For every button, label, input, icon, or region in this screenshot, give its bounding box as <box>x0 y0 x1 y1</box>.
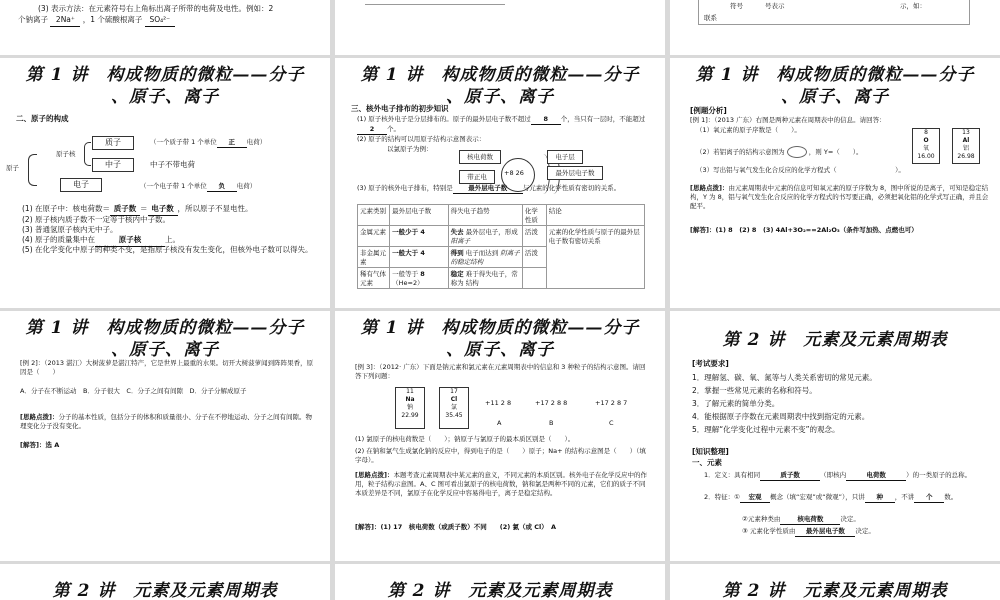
example-prompt: [例 1]：（2013 广东）右图是两种元素在周期表中的信息。请回答： <box>690 116 886 124</box>
table-cell: 失去 最外层电子，形成 阳离子 <box>448 226 522 247</box>
section-heading: [例题分析] <box>690 106 727 115</box>
table-cell: 符号 <box>730 2 743 10</box>
definition: 1．定义：具有相同 质子数 （即核内 电荷数 ）的一类原子的总称。 <box>704 471 972 479</box>
electron-box: 电子 <box>60 178 102 192</box>
table-cell: 示，如： <box>900 2 926 10</box>
hint: [思路点拨]：本题考查元素周期表中某元素的意义，不同元素的本质区别。核外电子在化学反应中的作用，粒子结构示意图。A、C 图可看出氯原子的核电荷数，钠和氯是两种不同的元素，它们的质子不同本质差异是不同，氯原子在化学反应中容易得电子，离子是稳定结构。 <box>355 471 647 497</box>
table-cell: 一般大于 4 <box>390 247 448 268</box>
brace <box>84 142 91 166</box>
point-5: (5) 在化学变化中原子的种类不变，是指原子核没有发生变化，但核外电子数可以得失。 <box>22 245 313 254</box>
answer-options: A．分子在不断运动 B．分子很大 C．分子之间有间隙 D．分子分解成原子 <box>20 387 247 395</box>
list-item: 1．理解氢、碳、氧、氮等与人类关系密切的常见元素。 <box>692 373 877 382</box>
ion-diagram <box>787 146 807 158</box>
slide-title: 第 2 讲 元素及元素周期表 <box>722 581 948 600</box>
table-edge <box>365 0 505 5</box>
table-cell: 元素的化学性质与原子的最外层电子数有密切关系 <box>546 226 644 289</box>
question: （3）写出铝与氧气发生化合反应的化学方程式（ ）。 <box>696 166 905 174</box>
feature-2: ②元素种类由 核电荷数 决定。 <box>742 515 860 523</box>
list-item: 3．了解元素的简单分类。 <box>692 399 780 408</box>
slide-top-middle <box>335 0 665 55</box>
slide-example-3 <box>335 311 665 561</box>
point-3: (3) 普通氢原子核内无中子。 <box>22 225 118 234</box>
element-table <box>357 204 645 289</box>
slide-example-1 <box>670 58 1000 308</box>
diagram-label: B <box>549 419 554 427</box>
section-heading: [知识整理] <box>692 447 729 456</box>
answer: [解答]：(1) 8 (2) 8 (3) 4Al+3O₂==2Al₂O₃（条件写加热、点燃也可） <box>690 226 918 234</box>
label-nuclear-charge: 核电荷数 <box>459 150 501 164</box>
slide-bottom-middle <box>335 564 665 600</box>
slide-title: 第 1 讲 构成物质的微粒——分子 <box>360 65 640 85</box>
point-1: (1) 在原子中：核电荷数＝ 质子数 ＝ 电子数 ，所以原子不显电性。 <box>22 204 322 216</box>
ion-diagram-b: +17 2 8 8 <box>535 399 568 407</box>
neutron-note: 中子不带电荷 <box>150 160 195 169</box>
slide-top-right <box>670 0 1000 55</box>
table-header: 化学性质 <box>522 205 546 226</box>
table-cell: 一般少于 4 <box>390 226 448 247</box>
table-header: 最外层电子数 <box>390 205 448 226</box>
slide-atom-structure <box>0 58 330 308</box>
hint: [思路点拨]：分子的基本性质，包括分子的体积和质量很小、分子在不停地运动、分子之间有间隙。物理变化分子没有变化。 <box>20 413 312 430</box>
slide-example-2 <box>0 311 330 561</box>
slide-subtitle: 、原子、离子 <box>111 340 219 360</box>
label-outer-electrons: 最外层电子数 <box>547 166 603 180</box>
answer: [解答]：选 A <box>20 441 60 449</box>
slide-subtitle: 、原子、离子 <box>781 87 889 107</box>
slide-title: 第 2 讲 元素及元素周期表 <box>52 581 278 600</box>
point-2: (2) 原子核内质子数不一定等于核内中子数。 <box>22 215 171 224</box>
rule-1: (1) 原子核外电子是分层排布的。原子的最外层电子数不超过 8 个，当只有一层时，不能超过2 个。 <box>357 115 646 133</box>
text-line: 个钠离子 2Na⁺ ，1 个硫酸根离子 SO₄²⁻ <box>18 15 318 27</box>
table-cell: 得到 电子而达到 阴离子的稳定结构 <box>448 247 522 268</box>
slide-bottom-right <box>670 564 1000 600</box>
slide-bottom-left <box>0 564 330 600</box>
table-row <box>358 226 645 247</box>
question: (1) 氯原子的核电荷数是（ ）；钠原子与氯原子的最本质区别是（ ）。 <box>355 435 575 443</box>
section-heading: [考试要求] <box>692 359 729 368</box>
table-cell: 号表示 <box>765 2 785 10</box>
element-card-oxygen: 8 O 氧 16.00 <box>912 128 940 164</box>
question: (2) 在钠和氯气生成氯化钠的反应中，得到电子的是（ ）原子；Na+ 的结构示意图是（ ）（填字母）。 <box>355 447 646 464</box>
slide-title: 第 1 讲 构成物质的微粒——分子 <box>25 65 305 85</box>
table-header: 结论 <box>546 205 644 226</box>
table-cell: 一般等于 8 （He=2） <box>390 268 448 289</box>
slide-subtitle: 、原子、离子 <box>111 87 219 107</box>
example-label: 以氯原子为例： <box>387 145 433 153</box>
list-item: 4．能根据原子序数在元素周期表中找到指定的元素。 <box>692 412 870 421</box>
ion-diagram-a: +11 2 8 <box>485 399 512 407</box>
table-header-row <box>358 205 645 226</box>
electron-note: （一个电子带 1 个单位 负 电荷） <box>140 182 257 190</box>
table-cell: 金属元素 <box>358 226 390 247</box>
list-item: 5．理解“化学变化过程中元素不变”的观念。 <box>692 425 840 434</box>
question: （2）若铝离子的结构示意图为 ，则 Y=（ ）。 <box>696 148 863 156</box>
rule-2: (2) 原子的结构可以用原子结构示意图表示： <box>357 135 486 143</box>
diagram-label: A <box>497 419 502 427</box>
table-cell <box>522 268 546 289</box>
example-prompt: [例 2]：（2013 湛江）大树菠萝是湛江特产，它是世界上最重的水果。切开大树菠萝闻到阵阵果香，原因是（ ） <box>20 359 314 376</box>
slide-elements <box>670 311 1000 561</box>
brace <box>28 154 37 186</box>
slide-title: 第 1 讲 构成物质的微粒——分子 <box>695 65 975 85</box>
slide-top-left <box>0 0 330 55</box>
neutron-box: 中子 <box>92 158 134 172</box>
diagram-label: C <box>609 419 614 427</box>
example-prompt: [例 3]：（2012· 广东）下面是钠元素和氯元素在元素周期表中的信息和 3 种粒子的结构示意图。请回答下列问题： <box>355 363 646 380</box>
slide-title: 第 1 讲 构成物质的微粒——分子 <box>360 318 640 338</box>
table-header: 得失电子趋势 <box>448 205 522 226</box>
table-cell: 活泼 <box>522 226 546 247</box>
slide-subtitle: 、原子、离子 <box>446 87 554 107</box>
element-card-chlorine: 17 Cl 氯 35.45 <box>439 387 469 429</box>
text-line: (3) 表示方法：在元素符号右上角标出离子所带的电荷及电性。例如：2 <box>38 4 274 13</box>
slide-electron-arrangement <box>335 58 665 308</box>
label-positive: 带正电 <box>459 170 495 184</box>
question: （1）氧元素的原子序数是（ ）。 <box>696 126 801 134</box>
subsection-heading: 一、元素 <box>692 458 722 467</box>
label-electron-layer: 电子层 <box>547 150 583 164</box>
rule-3: (3) 原子的核外电子排布，特别是 最外层电子数 与元素的化学性质有密切的关系。 <box>357 184 621 192</box>
table-cell: 非金属元素 <box>358 247 390 268</box>
slide-title: 第 1 讲 构成物质的微粒——分子 <box>25 318 305 338</box>
table-header: 元素类别 <box>358 205 390 226</box>
table-cell: 稳定 难于得失电子，常称为 结构 <box>448 268 522 289</box>
section-heading: 二、原子的构成 <box>16 114 69 123</box>
slide-subtitle: 、原子、离子 <box>446 340 554 360</box>
slide-title: 第 2 讲 元素及元素周期表 <box>387 581 613 600</box>
section-heading: 三、核外电子排布的初步知识 <box>351 104 449 113</box>
feature-3: ③ 元素化学性质由 最外层电子数 决定。 <box>742 527 875 535</box>
table-cell: 联系 <box>704 14 717 22</box>
element-card-aluminium: 13 Al 铝 26.98 <box>952 128 980 164</box>
feature-1: 2．特征：① 宏观 概念（填“宏观”或“微观”），只讲 种 ，不讲 个 数。 <box>704 493 958 501</box>
answer: [解答]：(1) 17 核电荷数（或质子数）不同 (2) 氯（或 Cl） A <box>355 523 556 531</box>
nucleus-value: +8 26 <box>504 169 524 177</box>
hint: [思路点拨]：由元素周期表中元素的信息可知氧元素的原子序数为 8，图中所说的是离子，可知是稳定结构，Y 为 8，铝与氧气发生化合反应的化学方程式的书写要正确，必须把氧化铝的化学式写正确，并且会配平。 <box>690 184 989 210</box>
table-cell: 活泼 <box>522 247 546 268</box>
list-item: 2．掌握一些常见元素的名称和符号。 <box>692 386 817 395</box>
slide-title: 第 2 讲 元素及元素周期表 <box>722 330 948 350</box>
point-4: (4) 原子的质量集中在 原子核 上。 <box>22 235 322 247</box>
proton-box: 质子 <box>92 136 134 150</box>
ion-diagram-c: +17 2 8 7 <box>595 399 628 407</box>
table-cell: 稀有气体元素 <box>358 268 390 289</box>
proton-note: （一个质子带 1 个单位 正 电荷） <box>150 138 267 146</box>
atom-label: 原子 <box>6 164 19 172</box>
nucleus-label: 原子核 <box>56 150 76 158</box>
element-card-sodium: 11 Na 钠 22.99 <box>395 387 425 429</box>
